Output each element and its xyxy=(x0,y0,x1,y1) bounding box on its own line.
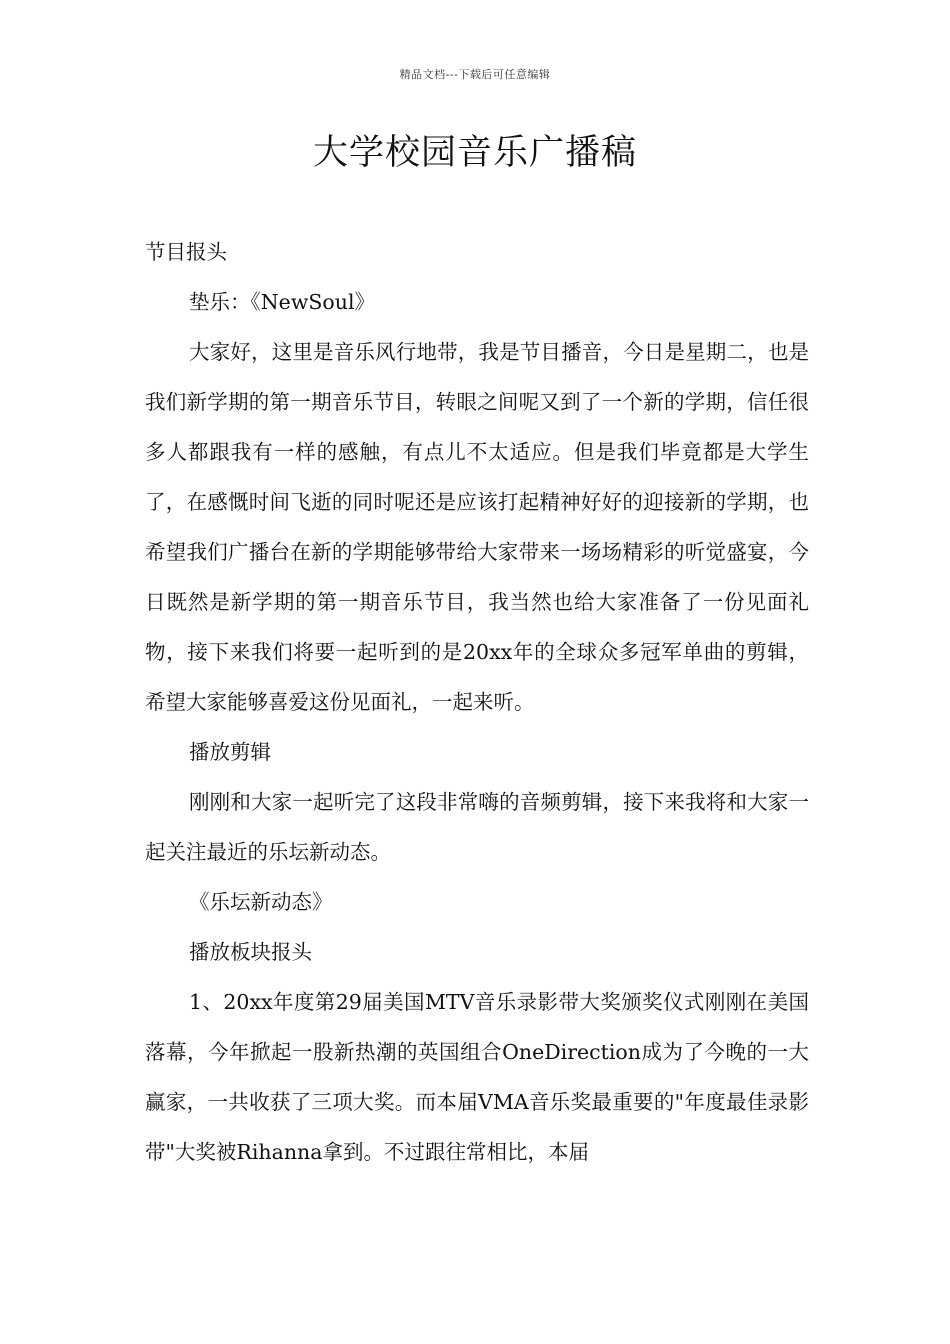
document-title: 大学校园音乐广播稿 xyxy=(312,133,637,173)
document-body xyxy=(145,227,809,1177)
paragraph-play-clip: 播放剪辑 xyxy=(189,740,271,764)
paragraph-news-item-1: 1、20xx年度第29届美国MTV音乐录影带大奖颁奖仪式刚刚在美国落幕，今年掀起一股新热潮的英国组合OneDirection成为了今晚的一大赢家，一共收获了三项大奖。而本届VMA音乐奖最重要的"年度最佳录影带"大奖被Rihanna拿到。不过跟往常相比，本届 xyxy=(145,990,809,1164)
paragraph-background-music: 垫乐：《NewSoul》 xyxy=(189,290,376,314)
paragraph-play-section-header: 播放板块报头 xyxy=(189,940,312,964)
paragraph-program-header: 节目报头 xyxy=(145,240,227,264)
paragraph-transition: 刚刚和大家一起听完了这段非常嗨的音频剪辑，接下来我将和大家一起关注最近的乐坛新动态。 xyxy=(145,790,809,864)
header-note: 精品文档---下载后可任意编辑 xyxy=(399,68,551,81)
paragraph-greeting: 大家好，这里是音乐风行地带，我是节目播音，今日是星期二，也是我们新学期的第一期音乐节目，转眼之间呢又到了一个新的学期，信任很多人都跟我有一样的感触，有点儿不太适应。但是我们毕竟都是大学生了，在感慨时间飞逝的同时呢还是应该打起精神好好的迎接新的学期，也希望我们广播台在新的学期能够带给大家带来一场场精彩的听觉盛宴，今日既然是新学期的第一期音乐节目，我当然也给大家准备了一份见面礼物，接下来我们将要一起听到的是20xx年的全球众多冠军单曲的剪辑，希望大家能够喜爱这份见面礼，一起来听。 xyxy=(145,340,809,714)
paragraph-section-title: 《乐坛新动态》 xyxy=(189,890,333,914)
